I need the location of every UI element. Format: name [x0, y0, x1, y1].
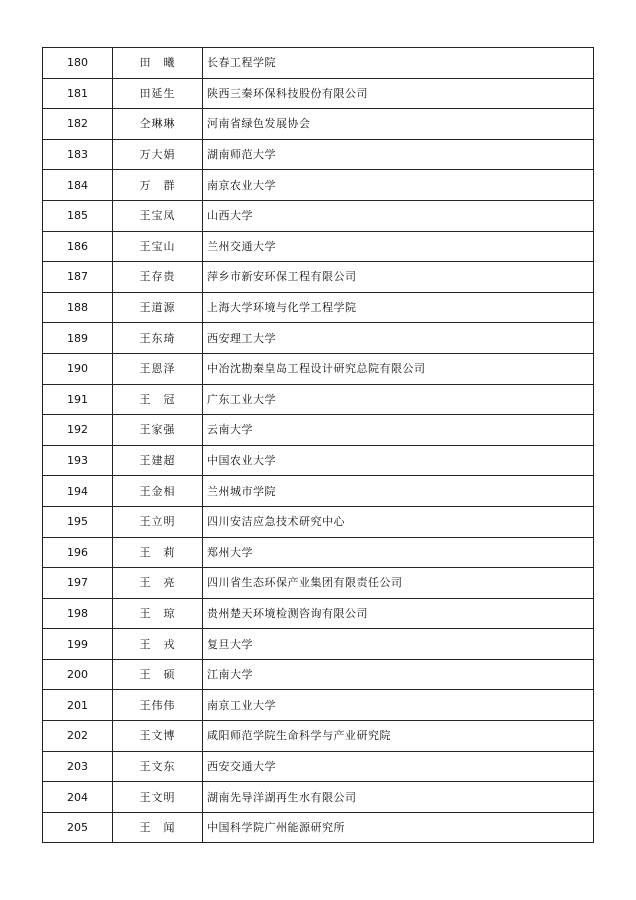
person-name-cell: 王宝凤 [113, 200, 203, 231]
person-name-cell: 王建超 [113, 445, 203, 476]
row-number-cell: 181 [43, 78, 113, 109]
table-row [43, 262, 594, 293]
table-row [43, 812, 594, 843]
table-row [43, 139, 594, 170]
table-row [43, 751, 594, 782]
row-number-cell: 182 [43, 109, 113, 140]
row-number-cell: 183 [43, 139, 113, 170]
person-name-cell: 王 闻 [113, 812, 203, 843]
table-row [43, 415, 594, 446]
organization-cell: 咸阳师范学院生命科学与产业研究院 [203, 721, 594, 752]
organization-cell: 山西大学 [203, 200, 594, 231]
organization-cell: 兰州交通大学 [203, 231, 594, 262]
person-name-cell: 万大娟 [113, 139, 203, 170]
row-number-cell: 197 [43, 568, 113, 599]
row-number-cell: 185 [43, 200, 113, 231]
table-row [43, 292, 594, 323]
row-number-cell: 191 [43, 384, 113, 415]
row-number-cell: 186 [43, 231, 113, 262]
organization-cell: 河南省绿色发展协会 [203, 109, 594, 140]
organization-cell: 西安交通大学 [203, 751, 594, 782]
organization-cell: 南京工业大学 [203, 690, 594, 721]
row-number-cell: 199 [43, 629, 113, 660]
person-name-cell: 王恩泽 [113, 353, 203, 384]
table-row [43, 170, 594, 201]
person-name-cell: 王东琦 [113, 323, 203, 354]
organization-cell: 上海大学环境与化学工程学院 [203, 292, 594, 323]
row-number-cell: 202 [43, 721, 113, 752]
table-row [43, 109, 594, 140]
table-row [43, 445, 594, 476]
row-number-cell: 189 [43, 323, 113, 354]
person-name-cell: 王文博 [113, 721, 203, 752]
expert-list-table [42, 47, 594, 843]
person-name-cell: 王文明 [113, 782, 203, 813]
row-number-cell: 205 [43, 812, 113, 843]
row-number-cell: 193 [43, 445, 113, 476]
organization-cell: 湖南师范大学 [203, 139, 594, 170]
organization-cell: 中国农业大学 [203, 445, 594, 476]
table-row [43, 231, 594, 262]
table-row [43, 659, 594, 690]
organization-cell: 长春工程学院 [203, 48, 594, 79]
table-row [43, 537, 594, 568]
person-name-cell: 王文东 [113, 751, 203, 782]
person-name-cell: 王 琼 [113, 598, 203, 629]
table-body [43, 48, 594, 843]
table-row [43, 506, 594, 537]
person-name-cell: 田 曦 [113, 48, 203, 79]
table-row [43, 690, 594, 721]
person-name-cell: 王宝山 [113, 231, 203, 262]
row-number-cell: 184 [43, 170, 113, 201]
person-name-cell: 王伟伟 [113, 690, 203, 721]
organization-cell: 云南大学 [203, 415, 594, 446]
table-row [43, 323, 594, 354]
organization-cell: 萍乡市新安环保工程有限公司 [203, 262, 594, 293]
table-row [43, 782, 594, 813]
person-name-cell: 王 硕 [113, 659, 203, 690]
table-row [43, 721, 594, 752]
table-row [43, 353, 594, 384]
organization-cell: 贵州楚天环境检测咨询有限公司 [203, 598, 594, 629]
person-name-cell: 王 冠 [113, 384, 203, 415]
organization-cell: 广东工业大学 [203, 384, 594, 415]
organization-cell: 中国科学院广州能源研究所 [203, 812, 594, 843]
table-row [43, 476, 594, 507]
person-name-cell: 万 群 [113, 170, 203, 201]
table-row [43, 598, 594, 629]
table-row [43, 200, 594, 231]
row-number-cell: 190 [43, 353, 113, 384]
organization-cell: 中冶沈勘秦皇岛工程设计研究总院有限公司 [203, 353, 594, 384]
organization-cell: 南京农业大学 [203, 170, 594, 201]
organization-cell: 四川省生态环保产业集团有限责任公司 [203, 568, 594, 599]
person-name-cell: 王存贵 [113, 262, 203, 293]
organization-cell: 复旦大学 [203, 629, 594, 660]
table-row [43, 78, 594, 109]
person-name-cell: 田延生 [113, 78, 203, 109]
row-number-cell: 187 [43, 262, 113, 293]
row-number-cell: 198 [43, 598, 113, 629]
person-name-cell: 王道源 [113, 292, 203, 323]
organization-cell: 江南大学 [203, 659, 594, 690]
organization-cell: 西安理工大学 [203, 323, 594, 354]
row-number-cell: 200 [43, 659, 113, 690]
row-number-cell: 203 [43, 751, 113, 782]
person-name-cell: 王 莉 [113, 537, 203, 568]
person-name-cell: 王金相 [113, 476, 203, 507]
person-name-cell: 王 戎 [113, 629, 203, 660]
organization-cell: 四川安洁应急技术研究中心 [203, 506, 594, 537]
row-number-cell: 180 [43, 48, 113, 79]
person-name-cell: 仝琳琳 [113, 109, 203, 140]
person-name-cell: 王家强 [113, 415, 203, 446]
row-number-cell: 204 [43, 782, 113, 813]
table-row [43, 384, 594, 415]
person-name-cell: 王 亮 [113, 568, 203, 599]
row-number-cell: 194 [43, 476, 113, 507]
table-row [43, 48, 594, 79]
organization-cell: 郑州大学 [203, 537, 594, 568]
row-number-cell: 195 [43, 506, 113, 537]
table-row [43, 568, 594, 599]
organization-cell: 陕西三秦环保科技股份有限公司 [203, 78, 594, 109]
row-number-cell: 196 [43, 537, 113, 568]
row-number-cell: 192 [43, 415, 113, 446]
person-name-cell: 王立明 [113, 506, 203, 537]
row-number-cell: 188 [43, 292, 113, 323]
table-row [43, 629, 594, 660]
organization-cell: 兰州城市学院 [203, 476, 594, 507]
organization-cell: 湖南先导洋湖再生水有限公司 [203, 782, 594, 813]
row-number-cell: 201 [43, 690, 113, 721]
